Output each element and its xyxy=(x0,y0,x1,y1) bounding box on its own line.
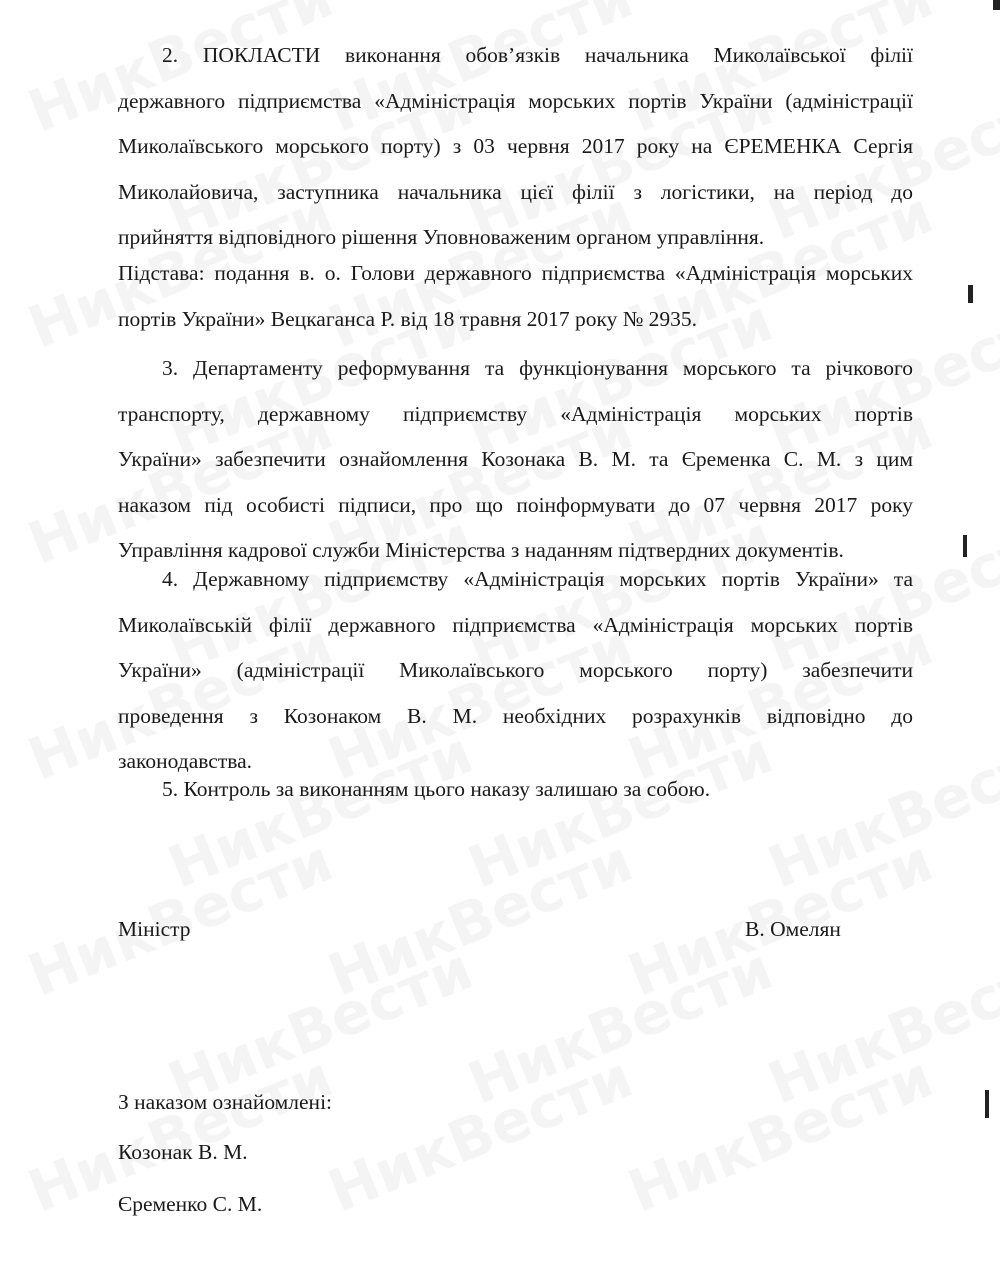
text-line: 4. Державному підприємству «Адміністрація морських портів України» та xyxy=(162,567,913,591)
signature-position: Міністр xyxy=(118,917,191,941)
acknowledged-name: Єременко С. М. xyxy=(118,1192,263,1216)
text-line: 2. ПОКЛАСТИ виконання обов’язків начальника Миколаївської філії xyxy=(162,43,913,67)
text-line: України» забезпечити ознайомлення Козонака В. М. та Єременка С. М. з цим xyxy=(118,447,913,471)
acknowledged-heading: З наказом ознайомлені: xyxy=(118,1090,333,1114)
paragraph-item-3 xyxy=(118,346,913,574)
watermark-text xyxy=(459,934,782,1117)
text-line: Миколаївського морського порту) з 03 червня 2017 року на ЄРЕМЕНКА Сергія xyxy=(118,134,913,158)
text-line: державного підприємства «Адміністрація морських портів України (адміністрації xyxy=(118,88,913,113)
text-line: проведення з Козонаком В. М. необхідних розрахунків відповідно до xyxy=(118,703,913,728)
paragraph-item-2 xyxy=(118,33,913,261)
paragraph-basis xyxy=(118,251,913,342)
paragraph-item-4 xyxy=(118,557,913,785)
text-line: транспорту, державному підприємству «Адміністрація морських портів xyxy=(118,401,913,426)
text-line: Управління кадрової служби Міністерства з наданням підтвердних документів. xyxy=(118,538,844,562)
watermark-text xyxy=(319,826,642,1009)
scan-edge-mark xyxy=(968,285,973,303)
text-line: України» (адміністрації Миколаївського морського порту) забезпечити xyxy=(118,658,913,682)
text-line: Миколайовича, заступника начальника цієї філії з логістики, на період до xyxy=(118,179,913,204)
text-line: Підстава: подання в. о. Голови державного підприємства «Адміністрація морських xyxy=(118,261,913,285)
scan-edge-mark xyxy=(985,1090,989,1118)
text-line: прийняття відповідного рішення Уповноваженим органом управління. xyxy=(118,225,765,249)
watermark-text xyxy=(319,1042,642,1225)
text-line: законодавства. xyxy=(118,749,253,773)
scan-edge-mark xyxy=(963,535,967,557)
text-line: 5. Контроль за виконанням цього наказу залишаю за собою. xyxy=(162,777,711,801)
watermark-text xyxy=(619,1042,942,1225)
acknowledged-name: Козонак В. М. xyxy=(118,1140,248,1164)
paragraph-item-5 xyxy=(118,767,913,813)
watermark-text xyxy=(759,934,1000,1117)
text-line: Миколаївській філії державного підприємства «Адміністрація морських портів xyxy=(118,612,913,637)
text-line: портів України» Вецкаганса Р. від 18 травня 2017 року № 2935. xyxy=(118,306,698,331)
signature-name: В. Омелян xyxy=(745,917,841,941)
text-line: 3. Департаменту реформування та функціонування морського та річкового xyxy=(162,356,913,380)
scan-edge-mark xyxy=(993,0,1000,10)
text-line: наказом під особисті підписи, про що поінформувати до 07 червня 2017 року xyxy=(118,492,913,517)
